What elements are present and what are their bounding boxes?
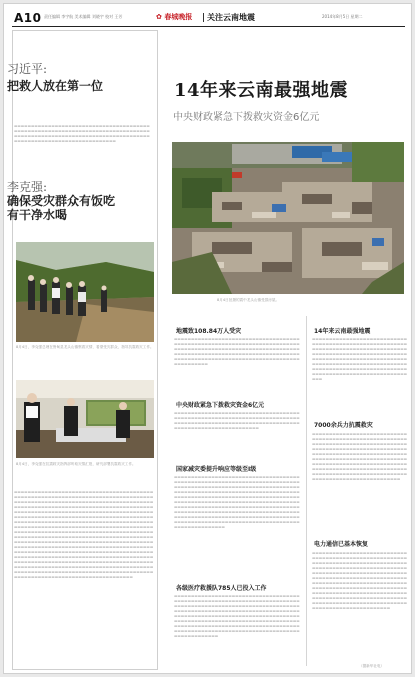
body-strongest: ▬▬▬▬▬▬▬▬▬▬▬▬▬▬▬▬▬▬▬▬▬▬▬▬▬▬▬▬▬▬▬▬▬▬▬▬▬▬▬▬▬▬▬▬▬▬▬▬▬▬▬▬▬▬▬▬▬▬▬▬▬▬▬▬▬▬▬▬▬▬▬▬▬▬▬▬▬▬▬▬▬▬▬▬▬▬▬▬▬▬▬▬▬▬▬▬▬▬▬▬▬▬▬▬▬▬▬▬▬▬▬▬▬▬▬▬▬▬▬▬▬▬▬▬▬▬▬▬▬▬▬▬▬▬▬▬▬▬▬▬▬▬▬▬▬▬▬▬▬▬▬▬▬▬▬▬▬▬▬▬▬▬▬▬▬▬▬▬▬▬▬▬▬▬▬▬▬▬▬▬▬▬▬▬▬▬▬▬▬▬▬▬▬▬▬▬▬▬▬▬▬▬▬▬▬▬▬▬▬▬▬▬▬▬▬▬▬▬▬▬▬▬▬▬▬▬▬ [312,337,408,381]
subhead-medical: 各级医疗救援队785人已投入工作 [176,585,267,592]
main-headline: 14年来云南最强地震 [174,80,349,101]
page-number: A10 [14,11,42,25]
main-photo-caption: 8月4日拍摄的震中龙头山镇受损房屋。 [217,298,280,302]
subhead-funds: 中央财政紧急下拨救灾资金6亿元 [176,402,265,409]
main-subhead: 中央财政紧急下拨救灾资金6亿元 [173,112,320,123]
section-title: 关注云南地震 [203,13,255,22]
xi-article-body: ▬▬▬▬▬▬▬▬▬▬▬▬▬▬▬▬▬▬▬▬▬▬▬▬▬▬▬▬▬▬▬▬▬▬▬▬▬▬▬▬▬▬▬▬▬▬▬▬▬▬▬▬▬▬▬▬▬▬▬▬▬▬▬▬▬▬▬▬▬▬▬▬▬▬▬▬▬▬▬▬▬▬▬▬▬▬▬▬▬▬▬▬▬▬▬▬▬▬▬▬▬▬▬▬▬▬▬▬▬▬▬▬▬▬▬▬▬▬▬▬▬▬▬▬▬▬▬▬▬▬▬▬▬▬▬▬▬▬▬▬▬▬▬▬▬▬▬▬▬▬ [14,124,150,143]
newspaper-page [3,3,412,674]
byline: （据新华社电） [359,664,385,668]
earthquake-ruins-photo [172,142,404,294]
body-funds: ▬▬▬▬▬▬▬▬▬▬▬▬▬▬▬▬▬▬▬▬▬▬▬▬▬▬▬▬▬▬▬▬▬▬▬▬▬▬▬▬▬▬▬▬▬▬▬▬▬▬▬▬▬▬▬▬▬▬▬▬▬▬▬▬▬▬▬▬▬▬▬▬▬▬▬▬▬▬▬▬▬▬▬▬▬▬▬▬▬▬▬▬▬▬▬▬▬▬▬▬▬▬▬▬▬▬▬▬▬▬▬▬▬▬▬▬▬▬▬▬▬▬▬▬▬▬▬▬▬▬▬▬▬▬▬▬ [174,411,300,430]
header-rule [12,26,405,27]
newspaper-logo: ✿ 春城晚报 [156,13,193,21]
subhead-affected: 地震致108.84万人受灾 [176,328,242,335]
body-medical: ▬▬▬▬▬▬▬▬▬▬▬▬▬▬▬▬▬▬▬▬▬▬▬▬▬▬▬▬▬▬▬▬▬▬▬▬▬▬▬▬▬▬▬▬▬▬▬▬▬▬▬▬▬▬▬▬▬▬▬▬▬▬▬▬▬▬▬▬▬▬▬▬▬▬▬▬▬▬▬▬▬▬▬▬▬▬▬▬▬▬▬▬▬▬▬▬▬▬▬▬▬▬▬▬▬▬▬▬▬▬▬▬▬▬▬▬▬▬▬▬▬▬▬▬▬▬▬▬▬▬▬▬▬▬▬▬▬▬▬▬▬▬▬▬▬▬▬▬▬▬▬▬▬▬▬▬▬▬▬▬▬▬▬▬▬▬▬▬▬▬▬▬▬▬▬▬▬▬▬▬▬▬▬▬▬▬▬▬▬▬▬▬▬▬▬▬▬▬▬▬▬▬▬▬▬▬▬▬▬▬▬▬▬▬▬▬▬▬▬▬▬▬▬▬▬▬▬▬▬▬▬▬▬▬▬▬▬▬▬▬▬▬▬▬▬▬▬▬▬▬▬▬▬▬▬▬▬▬▬▬▬▬▬▬▬▬▬▬▬▬▬▬▬▬▬▬▬▬▬▬▬▬▬▬▬▬▬▬▬▬▬▬▬▬▬▬▬▬▬▬▬▬▬▬▬▬▬▬▬ [174,594,300,638]
photo1-caption: 8月4日，李克强总理在鲁甸县龙头山镇察看灾情，看望受灾群众，指导抗震救灾工作。 [16,345,154,349]
editor-credits: 责任编辑 李宇航 美术编辑 刘晓宇 校对 王芳 [44,14,123,19]
page-header [4,4,412,26]
command-post-photo [16,380,154,458]
subhead-troops: 7000余兵力抗震救灾 [314,422,373,429]
xi-name: 习近平: [7,62,48,76]
li-article-title [7,180,115,222]
subhead-power-telecom: 电力通信已基本恢复 [314,541,369,548]
issue-date: 2014年8月5日 星期二 [322,14,363,19]
inspection-photo [16,242,154,342]
xi-article-title [7,60,103,94]
li-name: 李克强: [7,180,48,194]
photo2-caption: 8月4日，李克强在抗震救灾指挥部听取灾情汇报，研究部署抗震救灾工作。 [16,462,136,466]
left-column-body: ▬▬▬▬▬▬▬▬▬▬▬▬▬▬▬▬▬▬▬▬▬▬▬▬▬▬▬▬▬▬▬▬▬▬▬▬▬▬▬▬▬▬▬▬▬▬▬▬▬▬▬▬▬▬▬▬▬▬▬▬▬▬▬▬▬▬▬▬▬▬▬▬▬▬▬▬▬▬▬▬▬▬▬▬▬▬▬▬▬▬▬▬▬▬▬▬▬▬▬▬▬▬▬▬▬▬▬▬▬▬▬▬▬▬▬▬▬▬▬▬▬▬▬▬▬▬▬▬▬▬▬▬▬▬▬▬▬▬▬▬▬▬▬▬▬▬▬▬▬▬▬▬▬▬▬▬▬▬▬▬▬▬▬▬▬▬▬▬▬▬▬▬▬▬▬▬▬▬▬▬▬▬▬▬▬▬▬▬▬▬▬▬▬▬▬▬▬▬▬▬▬▬▬▬▬▬▬▬▬▬▬▬▬▬▬▬▬▬▬▬▬▬▬▬▬▬▬▬▬▬▬▬▬▬▬▬▬▬▬▬▬▬▬▬▬▬▬▬▬▬▬▬▬▬▬▬▬▬▬▬▬▬▬▬▬▬▬▬▬▬▬▬▬▬▬▬▬▬▬▬▬▬▬▬▬▬▬▬▬▬▬▬▬▬▬▬▬▬▬▬▬▬▬▬▬▬▬▬▬▬▬▬▬▬▬▬▬▬▬▬▬▬▬▬▬▬▬▬▬▬▬▬▬▬▬▬▬▬▬▬▬▬▬▬▬▬▬▬▬▬▬▬▬▬▬▬▬▬▬▬▬▬▬▬▬▬▬▬▬▬▬▬▬▬▬▬▬▬▬▬▬▬▬▬▬▬▬▬▬▬▬▬▬▬▬▬▬▬▬▬▬▬▬▬▬▬▬▬▬▬▬▬▬▬▬▬▬▬▬▬▬▬▬▬▬▬▬▬▬▬▬▬▬▬▬▬▬▬▬▬▬▬▬▬▬▬▬▬▬▬▬▬▬▬▬▬▬▬▬▬▬▬▬▬▬▬▬▬▬▬▬▬▬▬▬▬▬▬▬▬▬▬▬▬▬▬▬▬▬▬▬▬▬▬▬▬▬▬▬▬▬▬▬▬▬▬▬▬▬▬▬▬▬▬▬▬▬▬▬▬▬▬▬▬▬▬▬▬▬▬▬▬▬▬▬▬▬▬▬▬▬▬▬▬▬▬▬▬▬▬▬▬▬▬▬▬▬▬▬▬▬▬▬▬▬▬▬▬▬▬▬▬▬▬▬▬▬▬▬▬▬▬▬▬▬▬▬▬▬▬▬▬▬▬▬▬▬▬▬▬▬▬▬▬▬▬▬▬▬▬▬▬▬▬▬▬▬▬▬▬▬▬▬▬▬▬▬▬▬▬▬▬▬▬▬▬▬▬▬▬▬▬▬▬▬▬▬▬▬▬▬▬▬▬▬▬▬▬▬▬▬▬▬▬▬▬▬▬▬▬▬▬▬▬▬▬▬▬▬▬▬▬▬▬▬▬▬▬▬▬▬▬▬▬▬▬▬▬▬▬▬▬▬▬▬▬▬▬▬▬▬▬▬▬▬▬▬▬▬▬▬▬▬▬▬▬▬▬▬▬▬▬ [14,490,154,579]
logo-mark-icon: ✿ [156,13,162,21]
body-power-telecom: ▬▬▬▬▬▬▬▬▬▬▬▬▬▬▬▬▬▬▬▬▬▬▬▬▬▬▬▬▬▬▬▬▬▬▬▬▬▬▬▬▬▬▬▬▬▬▬▬▬▬▬▬▬▬▬▬▬▬▬▬▬▬▬▬▬▬▬▬▬▬▬▬▬▬▬▬▬▬▬▬▬▬▬▬▬▬▬▬▬▬▬▬▬▬▬▬▬▬▬▬▬▬▬▬▬▬▬▬▬▬▬▬▬▬▬▬▬▬▬▬▬▬▬▬▬▬▬▬▬▬▬▬▬▬▬▬▬▬▬▬▬▬▬▬▬▬▬▬▬▬▬▬▬▬▬▬▬▬▬▬▬▬▬▬▬▬▬▬▬▬▬▬▬▬▬▬▬▬▬▬▬▬▬▬▬▬▬▬▬▬▬▬▬▬▬▬▬▬▬▬▬▬▬▬▬▬▬▬▬▬▬▬▬▬▬▬▬▬▬▬▬▬▬▬▬▬▬▬▬▬▬▬▬▬▬▬▬▬▬▬▬▬▬▬▬▬▬▬▬▬▬▬▬▬▬▬▬▬▬▬▬▬▬▬▬▬▬▬▬▬▬▬▬▬▬▬▬▬▬▬▬▬▬▬▬▬▬▬▬▬▬▬▬▬▬▬▬▬▬▬▬▬▬▬▬▬▬▬▬▬▬▬▬▬▬▬▬▬▬▬▬▬▬▬▬▬▬▬▬▬▬ [312,551,408,610]
li-quote-line2: 有干净水喝 [7,208,68,222]
body-troops: ▬▬▬▬▬▬▬▬▬▬▬▬▬▬▬▬▬▬▬▬▬▬▬▬▬▬▬▬▬▬▬▬▬▬▬▬▬▬▬▬▬▬▬▬▬▬▬▬▬▬▬▬▬▬▬▬▬▬▬▬▬▬▬▬▬▬▬▬▬▬▬▬▬▬▬▬▬▬▬▬▬▬▬▬▬▬▬▬▬▬▬▬▬▬▬▬▬▬▬▬▬▬▬▬▬▬▬▬▬▬▬▬▬▬▬▬▬▬▬▬▬▬▬▬▬▬▬▬▬▬▬▬▬▬▬▬▬▬▬▬▬▬▬▬▬▬▬▬▬▬▬▬▬▬▬▬▬▬▬▬▬▬▬▬▬▬▬▬▬▬▬▬▬▬▬▬▬▬▬▬▬▬▬▬▬▬▬▬▬▬▬▬▬▬▬▬▬▬▬▬▬▬▬▬▬▬▬▬▬▬▬▬▬▬▬▬▬▬▬▬▬▬▬▬▬▬▬▬▬▬▬▬▬▬▬▬▬▬▬▬▬▬▬▬▬▬▬▬▬▬▬▬▬▬▬▬▬▬▬▬▬▬▬▬▬▬▬▬▬▬▬▬▬▬▬▬▬▬ [312,432,408,481]
body-affected: ▬▬▬▬▬▬▬▬▬▬▬▬▬▬▬▬▬▬▬▬▬▬▬▬▬▬▬▬▬▬▬▬▬▬▬▬▬▬▬▬▬▬▬▬▬▬▬▬▬▬▬▬▬▬▬▬▬▬▬▬▬▬▬▬▬▬▬▬▬▬▬▬▬▬▬▬▬▬▬▬▬▬▬▬▬▬▬▬▬▬▬▬▬▬▬▬▬▬▬▬▬▬▬▬▬▬▬▬▬▬▬▬▬▬▬▬▬▬▬▬▬▬▬▬▬▬▬▬▬▬▬▬▬▬▬▬▬▬▬▬▬▬▬▬▬▬▬▬▬▬▬▬▬▬▬▬▬▬▬▬▬▬▬▬▬▬▬▬▬▬▬▬▬▬▬▬▬▬▬▬▬▬▬▬▬▬▬▬▬▬▬▬▬▬▬ [174,337,300,366]
body-response-level: ▬▬▬▬▬▬▬▬▬▬▬▬▬▬▬▬▬▬▬▬▬▬▬▬▬▬▬▬▬▬▬▬▬▬▬▬▬▬▬▬▬▬▬▬▬▬▬▬▬▬▬▬▬▬▬▬▬▬▬▬▬▬▬▬▬▬▬▬▬▬▬▬▬▬▬▬▬▬▬▬▬▬▬▬▬▬▬▬▬▬▬▬▬▬▬▬▬▬▬▬▬▬▬▬▬▬▬▬▬▬▬▬▬▬▬▬▬▬▬▬▬▬▬▬▬▬▬▬▬▬▬▬▬▬▬▬▬▬▬▬▬▬▬▬▬▬▬▬▬▬▬▬▬▬▬▬▬▬▬▬▬▬▬▬▬▬▬▬▬▬▬▬▬▬▬▬▬▬▬▬▬▬▬▬▬▬▬▬▬▬▬▬▬▬▬▬▬▬▬▬▬▬▬▬▬▬▬▬▬▬▬▬▬▬▬▬▬▬▬▬▬▬▬▬▬▬▬▬▬▬▬▬▬▬▬▬▬▬▬▬▬▬▬▬▬▬▬▬▬▬▬▬▬▬▬▬▬▬▬▬▬▬▬▬▬▬▬▬▬▬▬▬▬▬▬▬▬▬▬▬▬▬▬▬▬▬▬▬▬▬▬▬▬▬▬▬▬▬▬▬▬▬▬▬▬▬▬▬▬▬▬▬▬▬▬▬▬▬▬▬▬▬▬▬▬▬▬▬▬▬▬▬▬▬▬▬▬▬▬▬▬▬▬▬▬▬▬▬▬▬▬▬▬▬▬▬▬▬▬▬▬▬▬▬▬▬▬▬▬▬▬▬▬▬▬▬▬▬▬▬▬▬▬▬▬ [174,475,300,529]
earthquake-ruins-image [172,142,404,294]
xi-quote: 把救人放在第一位 [7,79,104,93]
subhead-strongest: 14年来云南最强地震 [314,328,371,335]
subhead-response-level: 国家减灾委提升响应等级至Ⅰ级 [176,466,257,473]
inspection-photo-image [16,242,154,342]
command-post-photo-image [16,380,154,458]
column-divider [306,316,307,666]
li-quote-line1: 确保受灾群众有饭吃 [7,194,116,208]
